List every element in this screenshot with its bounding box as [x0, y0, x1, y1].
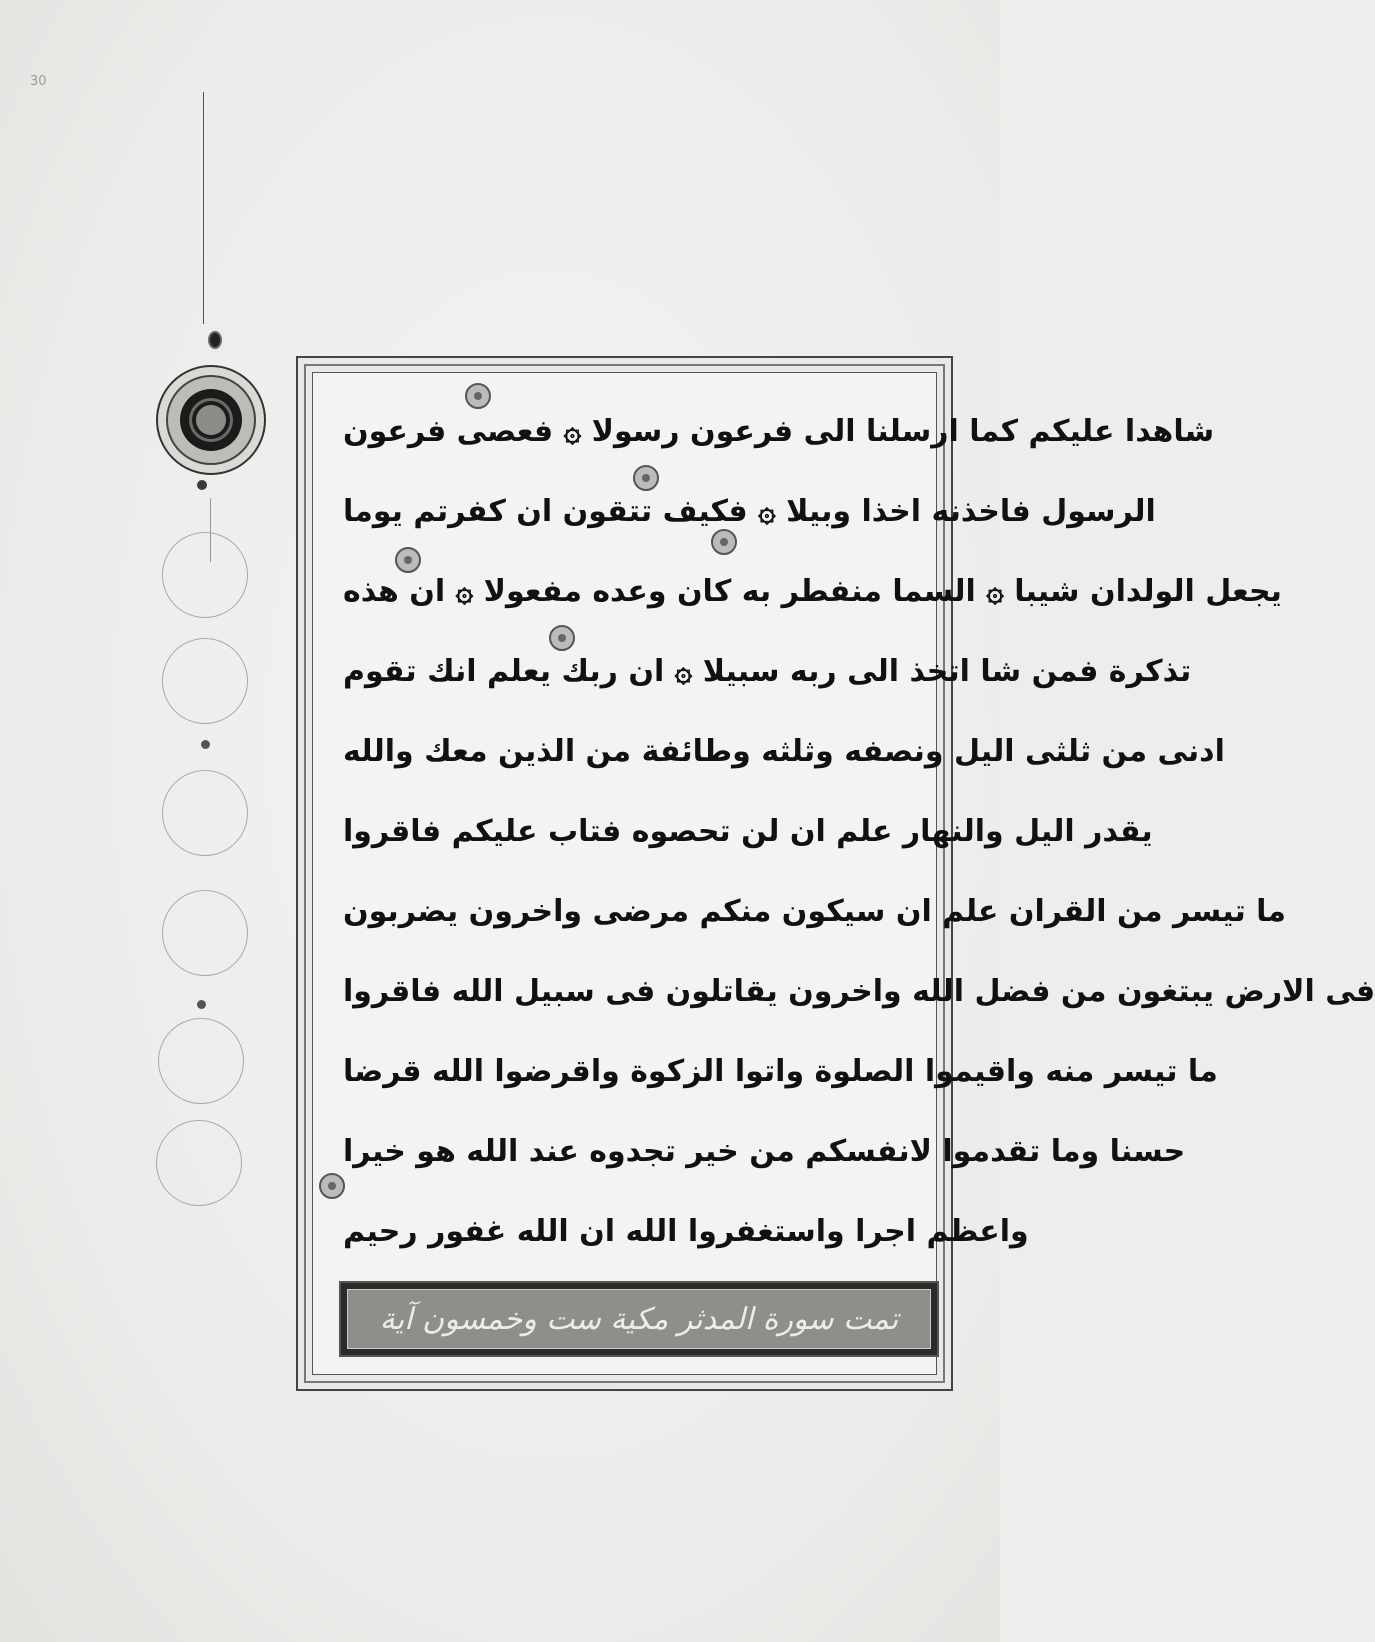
text-block: [343, 391, 1375, 1271]
text-line-7: ما تيسر من القران علم ان سيكون منكم مرضى واخرون يضربون: [343, 893, 1287, 929]
ghost-circle: [156, 1120, 242, 1206]
text-line-9: ما تيسر منه واقيموا الصلوة واتوا الزكوة واقرضوا الله قرضا: [343, 1053, 1218, 1089]
ghost-circle: [158, 1018, 244, 1104]
text-line-10: حسنا وما تقدموا لانفسكم من خير تجدوه عند الله هو خيرا: [343, 1133, 1186, 1169]
medallion-flower-icon: [196, 405, 226, 435]
ghost-circle: [162, 532, 248, 618]
text-line-1: شاهدا عليكم كما ارسلنا الى فرعون رسولا ۞ فعصى فرعون: [343, 413, 1215, 449]
verse-rosette-icon: [711, 529, 737, 555]
surah-heading: تمت سورة المدثر مكية ست وخمسون آية: [347, 1289, 931, 1349]
text-line-11: واعظم اجرا واستغفروا الله ان الله غفور رحيم: [343, 1213, 1029, 1249]
text-line-2: الرسول فاخذنه اخذا وبيلا ۞ فكيف تتقون ان كفرتم يوما: [343, 493, 1156, 529]
verse-rosette-icon: [465, 383, 491, 409]
margin-stem-line: [203, 92, 204, 324]
medallion-finial: [208, 331, 222, 349]
text-line-8: فى الارض يبتغون من فضل الله واخرون يقاتلون فى سبيل الله فاقروا: [343, 973, 1375, 1009]
verse-rosette-icon: [395, 547, 421, 573]
verse-rosette-icon: [319, 1173, 345, 1199]
text-panel: [312, 372, 1375, 1375]
folio-number: 30: [30, 74, 47, 89]
ghost-circle: [162, 638, 248, 724]
text-frame: [296, 356, 1375, 1391]
text-line-4: تذكرة فمن شا اتخذ الى ربه سبيلا ۞ ان ربك يعلم انك تقوم: [343, 653, 1192, 689]
margin-dot: [201, 740, 210, 749]
text-line-6: يقدر اليل والنهار علم ان لن تحصوه فتاب عليكم فاقروا: [343, 813, 1153, 849]
surah-heading-band: [339, 1281, 939, 1357]
margin-dot: [197, 480, 207, 490]
margin-dot: [197, 1000, 206, 1009]
text-line-3: يجعل الولدان شيبا ۞ السما منفطر به كان وعده مفعولا ۞ ان هذه: [343, 573, 1282, 609]
ghost-circle: [162, 890, 248, 976]
margin-medallion: [156, 365, 266, 475]
text-line-5: ادنى من ثلثى اليل ونصفه وثلثه وطائفة من الذين معك والله: [343, 733, 1225, 769]
verse-rosette-icon: [549, 625, 575, 651]
verse-rosette-icon: [633, 465, 659, 491]
ghost-circle: [162, 770, 248, 856]
